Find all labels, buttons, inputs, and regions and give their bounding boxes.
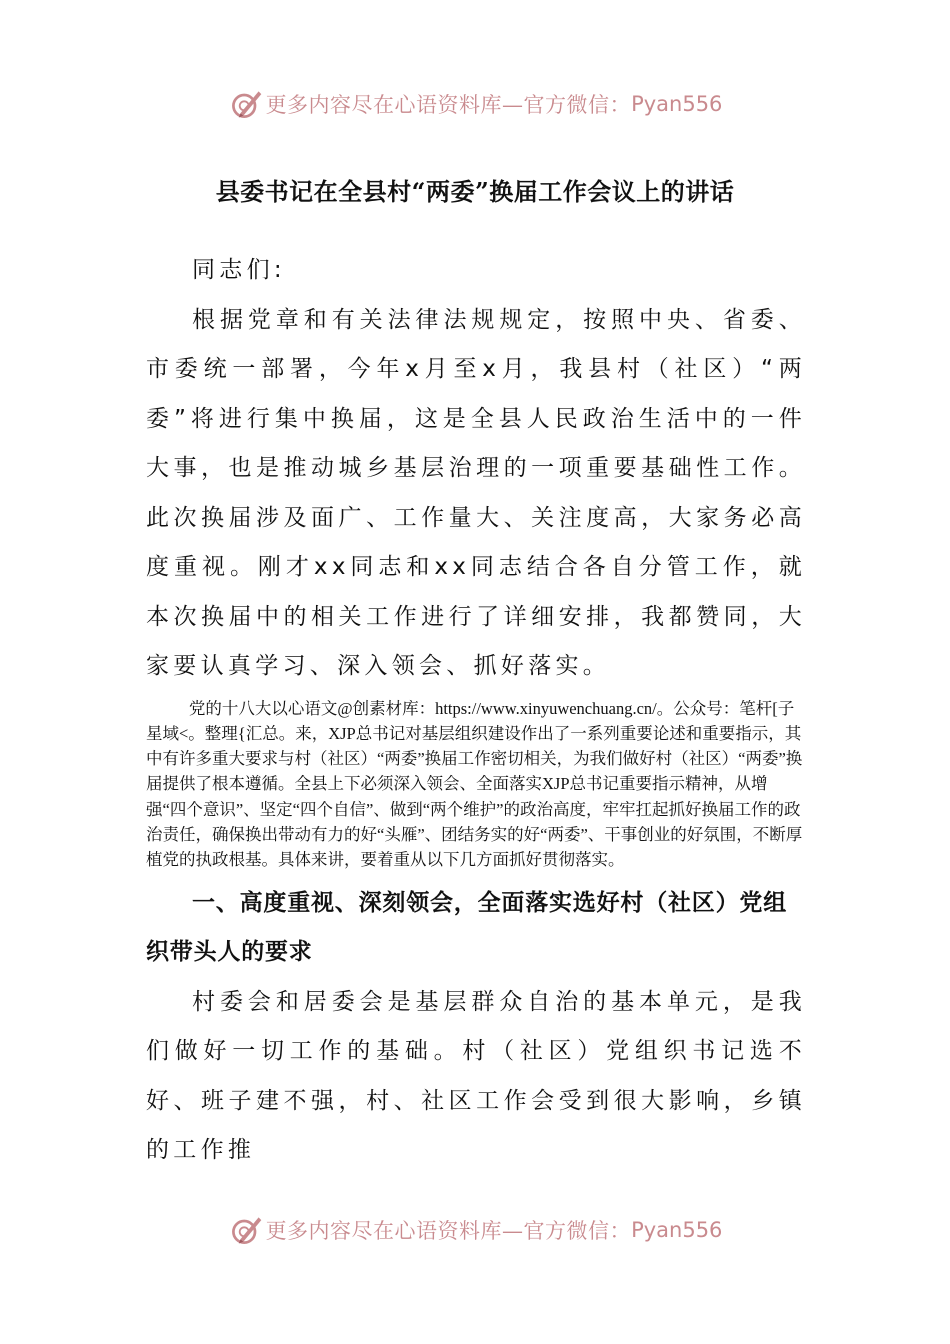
pen-logo-icon — [228, 1212, 264, 1248]
watermark-wechat-id: Pyan556 — [631, 92, 723, 116]
watermark-banner-bottom — [0, 1210, 950, 1250]
watermark-wechat-id: Pyan556 — [631, 1218, 723, 1242]
paragraph-inserted-small: 党的十八大以心语文@创素材库：https://www.xinyuwenchuang.cn/。公众号：笔杆[子星域<。整理{汇总。来，XJP总书记对基层组织建设作出了一系列重要论述和重要指示，其中有许多重大要求与村（社区）“两委”换届工作密切相关，为我们做好村（社区）“两委”换届提供了根本遵循。全县上下必须深入领会、全面落实XJP总书记重要指示精神，从增强“四个意识”、坚定“四个自信”、做到“两个维护”的政治高度，牢牢扛起抓好换届工作的政治责任，确保换出带动有力的好“头雁”、团结务实的好“两委”、干事创业的好氛围，不断厚植党的执政根基。具体来讲，要着重从以下几方面抓好贯彻落实。 — [146, 698, 803, 870]
pen-logo-icon — [228, 86, 264, 122]
salutation: 同志们: — [192, 257, 286, 283]
section-heading-1: 一、高度重视、深刻领会，全面落实选好村（社区）党组织带头人的要求 — [146, 889, 787, 966]
watermark-text: 更多内容尽在心语资料库—官方微信： — [265, 1219, 632, 1243]
watermark-banner-top — [0, 84, 950, 124]
watermark-text: 更多内容尽在心语资料库—官方微信： — [265, 93, 632, 117]
paragraph-intro: 根据党章和有关法律法规规定，按照中央、省委、市委统一部署，今年x月至x月，我县村（社区）“两委”将进行集中换届，这是全县人民政治生活中的一件大事，也是推动城乡基层治理的一项重要基础性工作。此次换届涉及面广、工作量大、关注度高，大家务必高度重视。刚才xx同志和xx同志结合各自分管工作，就本次换届中的相关工作进行了详细安排，我都赞同，大家要认真学习、深入领会、抓好落实。 — [146, 306, 806, 679]
document-title: 县委书记在全县村“两委”换届工作会议上的讲话 — [215, 177, 735, 206]
paragraph-section-1: 村委会和居委会是基层群众自治的基本单元，是我们做好一切工作的基础。村（社区）党组织书记选不好、班子建不强，村、社区工作会受到很大影响，乡镇的工作推 — [146, 988, 806, 1164]
document-body — [146, 246, 806, 1176]
